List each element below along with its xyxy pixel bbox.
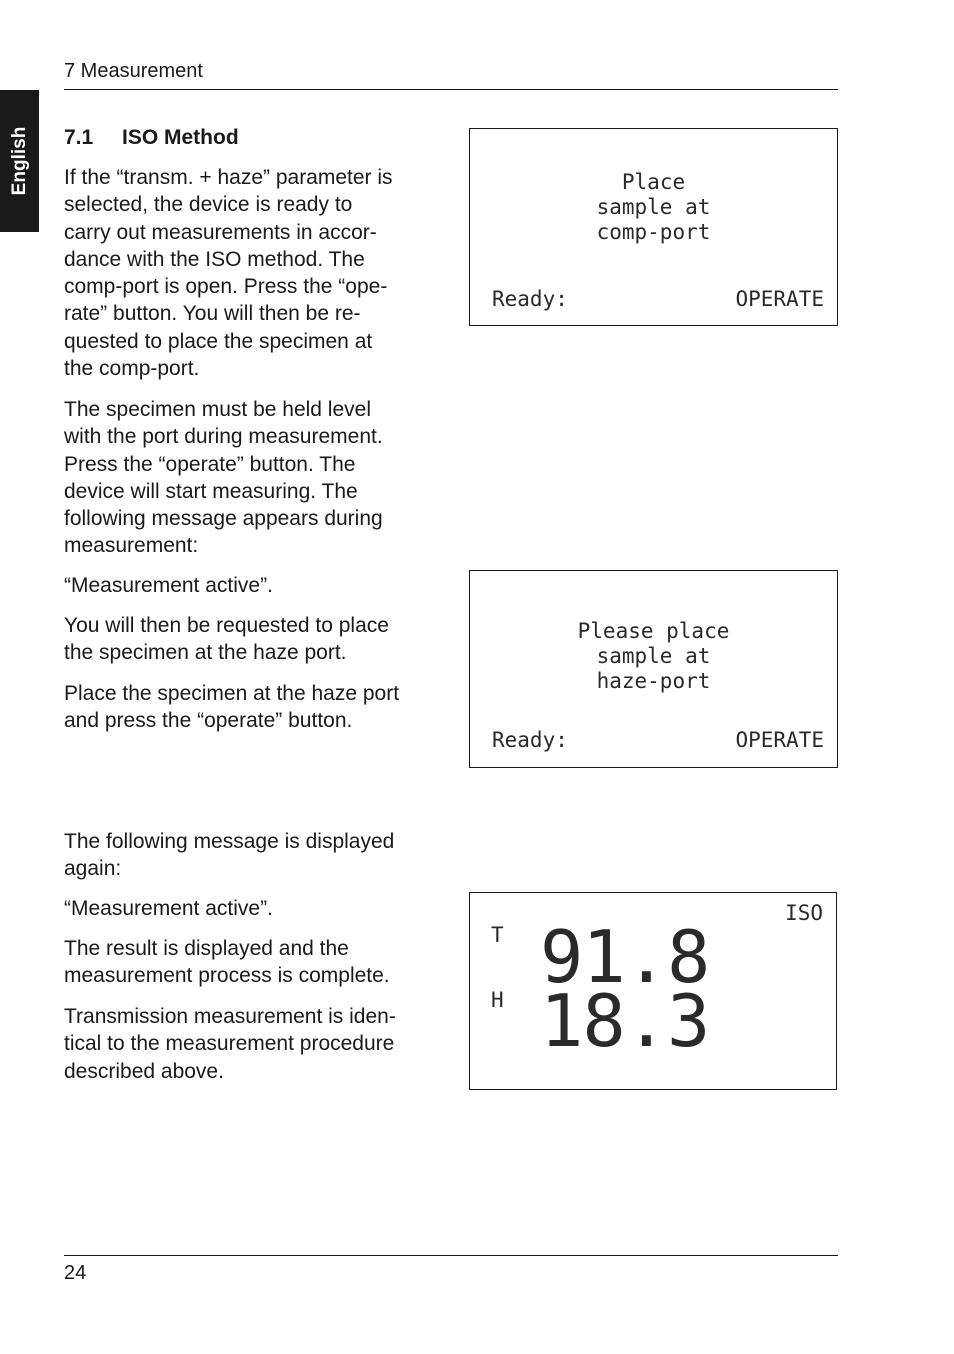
- paragraph: Place the specimen at the haze port and press the “operate” button.: [64, 682, 400, 733]
- paragraph: The following message is displayed again:: [64, 830, 395, 881]
- display-operate-label: OPERATE: [735, 728, 824, 752]
- footer-divider: [64, 1255, 838, 1256]
- display-haze-port: [469, 570, 838, 768]
- language-tab-label: English: [8, 126, 30, 196]
- section-number: 7.1: [64, 126, 94, 149]
- haze-value: 18.3: [540, 979, 710, 1063]
- paragraph: “Measurement active”.: [64, 574, 273, 597]
- transmission-label: T: [491, 923, 504, 947]
- paragraph: If the “transm. + haze” parameter is selected, the device is ready to carry out measurements in accor- dance with the ISO method. The comp-port is open. Press the “ope- rate” button. You will then be re- quested to place the specimen at the comp-port.: [64, 166, 393, 381]
- paragraph: “Measurement active”.: [64, 897, 273, 920]
- paragraph: The result is displayed and the measurement process is complete.: [64, 937, 390, 988]
- display-status: Ready:: [492, 728, 568, 752]
- transmission-value: 91.8: [540, 915, 710, 999]
- header-divider: [64, 89, 838, 90]
- display-comp-port: [469, 128, 838, 326]
- language-tab: [0, 90, 39, 232]
- page-number: 24: [64, 1262, 87, 1284]
- display-mode: ISO: [785, 901, 823, 925]
- section-heading: [64, 126, 239, 150]
- display-message: Please place sample at haze-port: [577, 619, 730, 693]
- haze-label: H: [491, 988, 504, 1012]
- paragraph: You will then be requested to place the specimen at the haze port.: [64, 614, 389, 665]
- display-result: [469, 892, 837, 1090]
- section-title: ISO Method: [122, 126, 239, 149]
- display-operate-label: OPERATE: [735, 287, 824, 311]
- paragraph: Transmission measurement is iden- tical to the measurement procedure described above.: [64, 1005, 396, 1083]
- display-message: Place sample at comp-port: [596, 170, 711, 244]
- display-status: Ready:: [492, 287, 568, 311]
- paragraph: The specimen must be held level with the port during measurement. Press the “operate” button. The device will start measuring. The following message appears during measurement:: [64, 398, 383, 558]
- header-section-title: 7 Measurement: [64, 60, 203, 82]
